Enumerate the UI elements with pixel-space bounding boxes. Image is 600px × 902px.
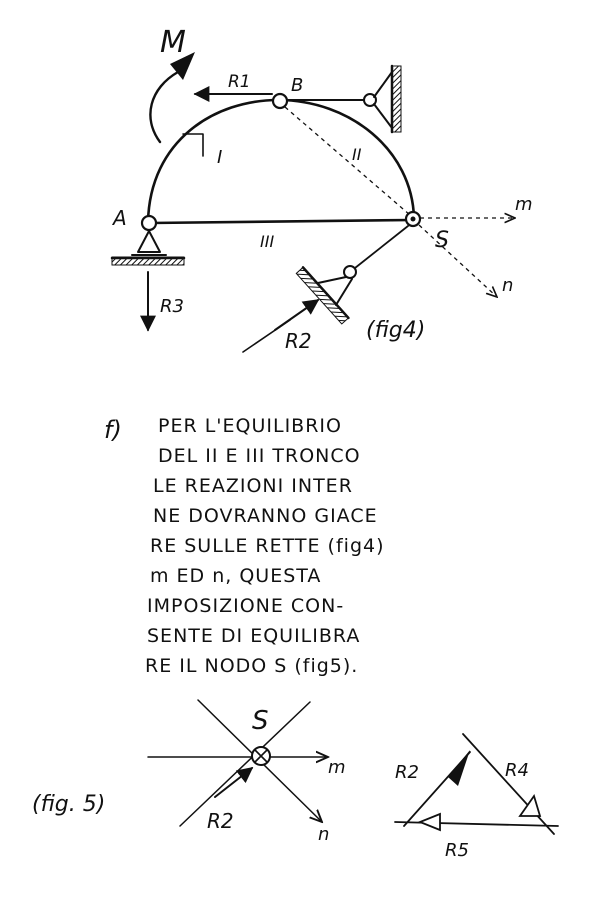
m-label: m	[515, 194, 533, 215]
segment-ii-label: II	[352, 145, 362, 164]
note-line-4: NE DOVRANNO GIACE	[153, 505, 378, 527]
fig5-r2-label: R2	[207, 809, 234, 833]
direction-n	[419, 225, 497, 297]
note-block	[104, 415, 385, 677]
tri-r2-label: R2	[395, 762, 419, 783]
moment-arrow	[150, 72, 178, 142]
moment-label: M	[160, 25, 186, 60]
tri-r4-label: R4	[505, 760, 529, 781]
note-marker: f)	[104, 416, 122, 444]
fig5-s-label: S	[252, 706, 269, 736]
r1-label: R1	[228, 72, 251, 92]
tri-r5-arrowhead	[420, 814, 440, 830]
note-line-6: m ED n, QUESTA	[150, 565, 322, 587]
note-line-8: SENTE DI EQUILIBRA	[147, 625, 361, 647]
note-line-1: PER L'EQUILIBRIO	[158, 415, 342, 437]
fig5-caption: (fig. 5)	[32, 792, 106, 817]
fig5-m-label: m	[328, 757, 346, 778]
fig5-diagonal	[180, 702, 310, 826]
s-label: S	[435, 228, 449, 253]
segment-i-angle	[183, 134, 203, 156]
a-label: A	[113, 206, 127, 230]
segment-i-label: I	[217, 147, 223, 168]
arch	[148, 100, 414, 222]
note-line-7: IMPOSIZIONE CON-	[147, 595, 345, 617]
note-line-9: RE IL NODO S (fig5).	[145, 655, 359, 677]
note-line-2: DEL II E III TRONCO	[158, 445, 361, 467]
tri-r2-arrowhead	[448, 750, 470, 786]
tri-r5-label: R5	[445, 840, 469, 861]
r3-label: R3	[160, 296, 184, 317]
fig5-n-label: n	[318, 824, 330, 845]
roller-support-a	[112, 231, 184, 265]
b-label: B	[291, 75, 304, 96]
r2-arrow	[275, 300, 318, 330]
note-line-3: LE REAZIONI INTER	[153, 475, 353, 497]
n-label: n	[502, 275, 514, 296]
r2-label: R2	[285, 329, 312, 353]
wall-b	[392, 66, 401, 132]
tri-r4	[463, 734, 554, 834]
segment-iii-label: III	[260, 232, 275, 251]
fig5-r2-arrow	[215, 768, 252, 797]
pin-a	[142, 216, 156, 230]
note-line-5: RE SULLE RETTE (fig4)	[150, 535, 385, 557]
tie-beam	[150, 220, 412, 223]
hinge-b	[273, 94, 287, 108]
member-s-support	[355, 226, 408, 268]
fig4-caption: (fig4)	[366, 318, 426, 343]
